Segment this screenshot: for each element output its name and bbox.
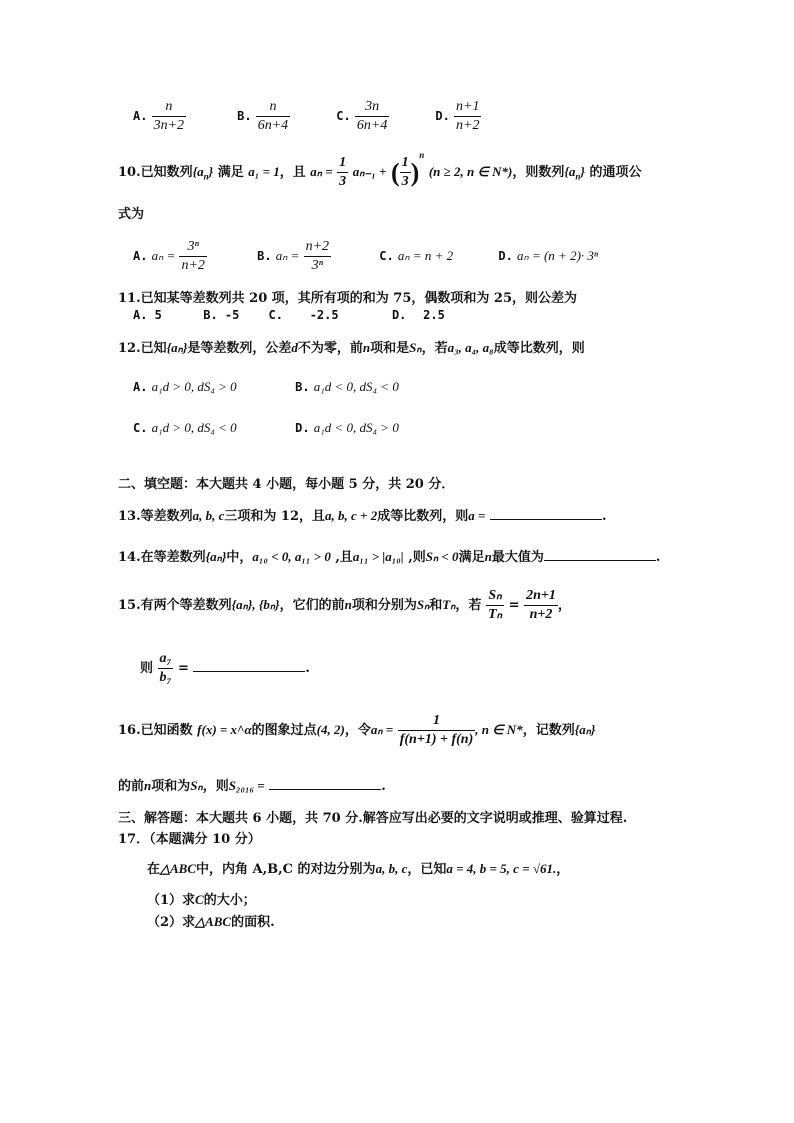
q17-stem: 在△ABC中，内角 A,B,C 的对边分别为a, b, c，已知a = 4, b = 5, c = √61.， xyxy=(147,861,570,877)
q10-option-b: B. aₙ = $\frac{n+2}{\text{3ⁿ}}$ xyxy=(257,239,330,273)
q13-answer-blank[interactable] xyxy=(490,505,602,520)
q12-option-d: D. a₁d < 0, dS₄ > 0 xyxy=(295,420,399,435)
q15-answer-blank[interactable] xyxy=(193,657,305,672)
section3-heading: 三、解答题：本大题共 6 小题，共 70 分.解答应写出必要的文字说明或推理、验算过程. xyxy=(118,811,628,826)
q11-options: A. 5 B. -5 C. -2.5 D. 2.5 xyxy=(133,308,445,322)
q16-answer-blank[interactable] xyxy=(269,775,381,790)
q12-options-row2 xyxy=(133,420,399,436)
q10-option-c: C. aₙ = n + 2 xyxy=(379,248,454,263)
q11-stem: 11.已知某等差数列共 20 项，其所有项的和为 75，偶数项和为 25，则公差为 xyxy=(118,291,577,306)
q17-part2: （2）求△ABC的面积. xyxy=(147,914,275,930)
q17-header: 17．（本题满分 10 分） xyxy=(118,832,261,847)
q9-option-c: C. $\frac{3n}{6n+4}$ xyxy=(336,99,388,133)
q14: 14.在等差数列{aₙ}中，a₁₀ < 0, a₁₁ > 0 ,且a₁₁ > |a₁₀| ,则Sₙ < 0满足n最大值为 . xyxy=(118,546,660,565)
q13: 13.等差数列a, b, c三项和为 12，且a, b, c + 2成等比数列，则a = . xyxy=(118,505,606,524)
q15: 15.有两个等差数列{aₙ}, {bₙ}，它们的前n项和分别为Sₙ和Tₙ，若 $\frac{\text{Sₙ}}{\text{Tₙ}}$ = $\frac{2n+1}{n+2}$ ， xyxy=(118,588,571,622)
q10-stem-cont: 式为 xyxy=(118,207,145,222)
q10-option-d: D. aₙ = (n + 2)· 3ⁿ xyxy=(498,248,598,263)
q12-option-a: A. a₁d > 0, dS₄ > 0 xyxy=(133,379,237,394)
q16-line2: 的前n项和为Sₙ，则S₂₀₁₆ = . xyxy=(118,775,386,794)
section2-heading: 二、填空题：本大题共 4 小题，每小题 5 分，共 20 分． xyxy=(118,477,455,492)
q12-stem: 12.已知{aₙ}是等差数列，公差d不为零，前n项和是Sₙ，若a₃, a₄, a₈成等比数列，则 xyxy=(118,340,585,356)
q10-stem: 10.已知数列$\{a_n\}$ 满足 a₁ = 1，且 aₙ = $\frac{1}{3}$ aₙ₋₁ + ( $\frac{1}{3}$ )$^n$ (n ≥ 2, n ∈ N*)，则数列$\{a_n\}$ 的通项公 xyxy=(118,150,642,189)
q16: 16.已知函数 f(x) = x^α的图象过点(4, 2)，令aₙ = $\frac{1}{f(n+1) + f(n)}$ , n ∈ N*，记数列{aₙ} xyxy=(118,713,596,747)
q17-part1: （1）求C的大小； xyxy=(147,892,256,908)
q10-options xyxy=(133,238,598,275)
q9-option-d: D. $\frac{n+1}{n+2}$ xyxy=(435,99,480,133)
q10-option-a: A. aₙ = $\frac{\text{3ⁿ}}{n+2}$ xyxy=(133,239,205,273)
q12-option-b: B. a₁d < 0, dS₄ < 0 xyxy=(295,379,399,394)
q15-ask: 则 $\frac{\text{a₇}}{\text{b₇}}$ = . xyxy=(140,651,310,685)
q12-options-row1 xyxy=(133,379,399,395)
q9-options xyxy=(133,98,525,135)
q12-option-c: C. a₁d > 0, dS₄ < 0 xyxy=(133,420,237,435)
q9-option-a: A. $\frac{n}{3n+2}$ xyxy=(133,99,185,133)
q9-option-b: B. $\frac{n}{6n+4}$ xyxy=(237,99,289,133)
q14-answer-blank[interactable] xyxy=(544,546,656,561)
